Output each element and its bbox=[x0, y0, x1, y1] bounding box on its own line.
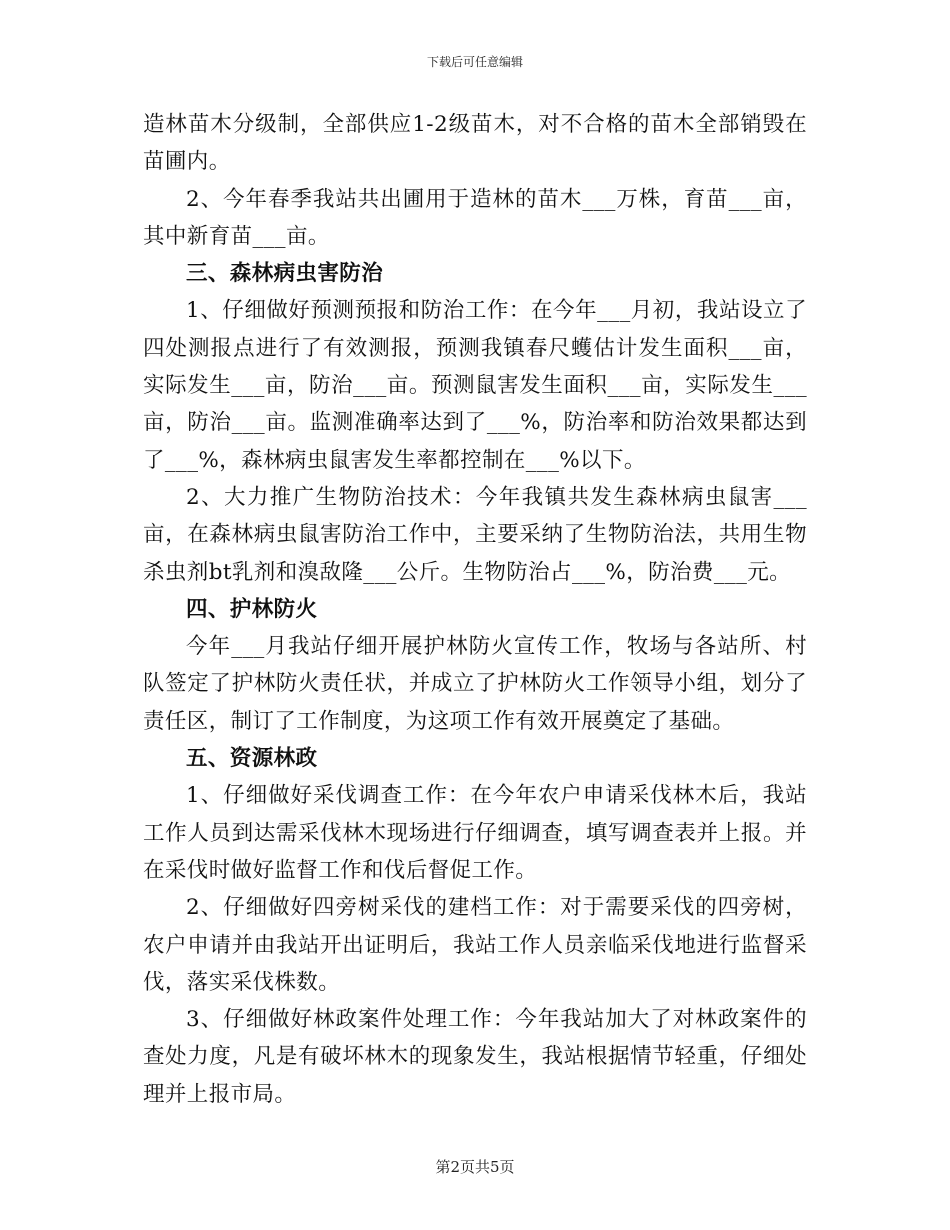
section-heading-fire-prevention: 四、护林防火 bbox=[186, 596, 318, 622]
section-heading-pest-control: 三、森林病虫害防治 bbox=[186, 261, 384, 287]
paragraph-case-handling: 3、仔细做好林政案件处理工作：今年我站加大了对林政案件的查处力度，凡是有破坏林木的现象发生，我站根据情节轻重，仔细处理并上报市局。 bbox=[143, 1007, 807, 1107]
document-body bbox=[143, 106, 807, 1113]
page-header: 下载后可任意编辑 bbox=[426, 55, 523, 69]
paragraph-logging-survey: 1、仔细做好采伐调查工作：在今年农户申请采伐林木后，我站工作人员到达需采伐林木现场进行仔细调查，填写调查表并上报。并在采伐时做好监督工作和伐后督促工作。 bbox=[143, 783, 807, 883]
paragraph-seedlings: 2、今年春季我站共出圃用于造林的苗木___万株，育苗___亩，其中新育苗___亩。 bbox=[143, 186, 807, 249]
paragraph-fire-prevention: 今年___月我站仔细开展护林防火宣传工作，牧场与各站所、村队签定了护林防火责任状，并成立了护林防火工作领导小组，划分了责任区，制订了工作制度，为这项工作有效开展奠定了基础。 bbox=[143, 634, 807, 734]
paragraph-continuation: 造林苗木分级制，全部供应1-2级苗木，对不合格的苗木全部销毁在苗圃内。 bbox=[143, 112, 807, 175]
paragraph-roadside-trees: 2、仔细做好四旁树采伐的建档工作：对于需要采伐的四旁树，农户申请并由我站开出证明后，我站工作人员亲临采伐地进行监督采伐，落实采伐株数。 bbox=[143, 895, 807, 995]
paragraph-biocontrol: 2、大力推广生物防治技术：今年我镇共发生森林病虫鼠害___亩，在森林病虫鼠害防治工作中，主要采纳了生物防治法，共用生物杀虫剂bt乳剂和溴敌隆___公斤。生物防治占___%，防治费___元。 bbox=[143, 484, 807, 585]
paragraph-forecast: 1、仔细做好预测预报和防治工作：在今年___月初，我站设立了四处测报点进行了有效测报，预测我镇春尺蠖估计发生面积___亩，实际发生___亩，防治___亩。预测鼠害发生面积___亩，实际发生___亩，防治___亩。监测准确率达到了___%，防治率和防治效果都达到了___%，森林病虫鼠害发生率都控制在___%以下。 bbox=[143, 298, 807, 473]
page-number: 第2页共5页 bbox=[435, 1158, 515, 1176]
section-heading-forest-administration: 五、资源林政 bbox=[186, 746, 318, 772]
